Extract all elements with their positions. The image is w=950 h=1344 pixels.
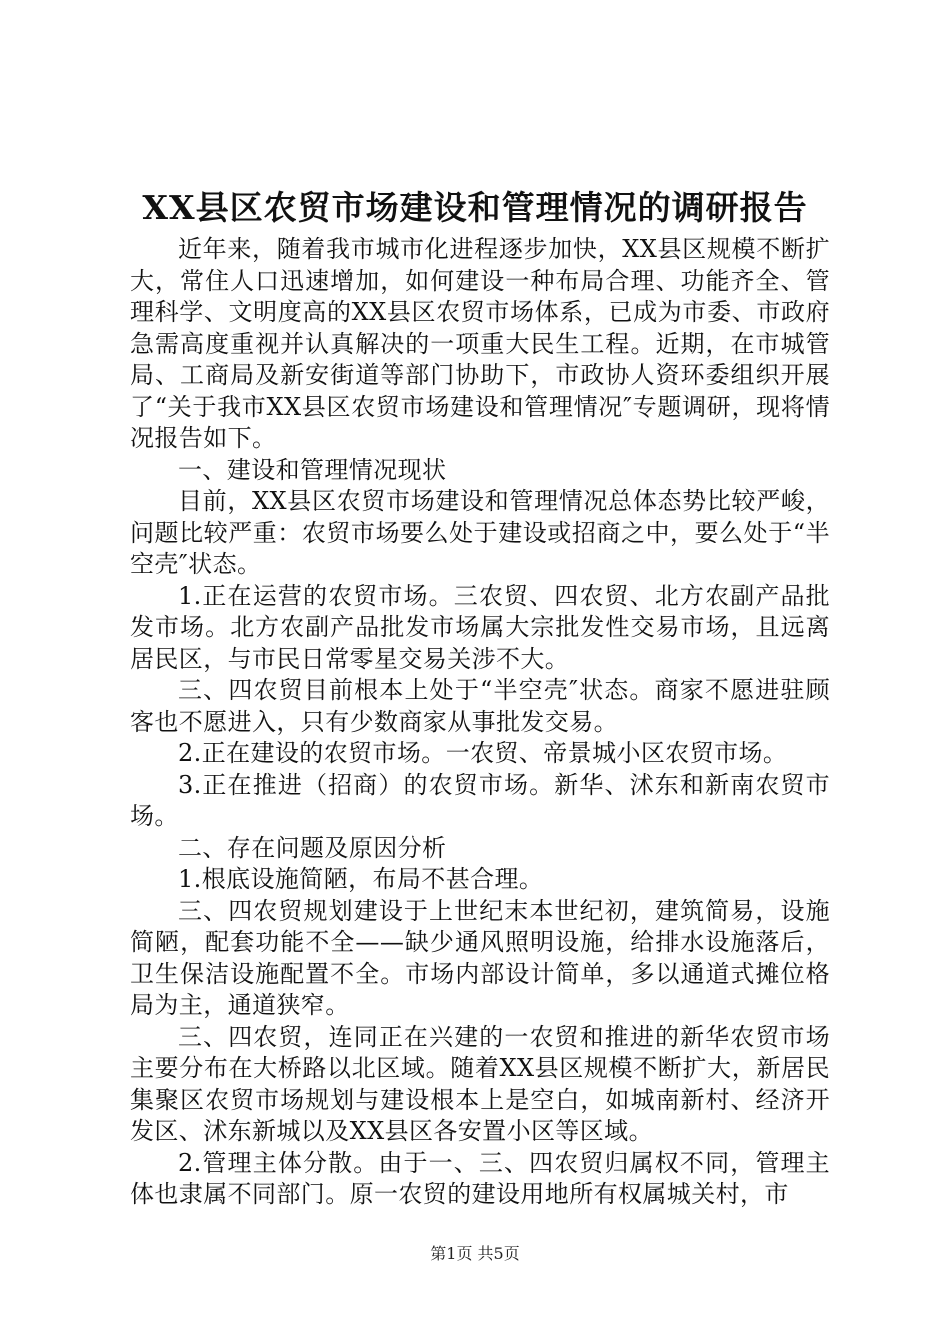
section-heading-1: 一、建设和管理情况现状 [178, 455, 447, 484]
paragraph: 三、四农贸，连同正在兴建的一农贸和推进的新华农贸市场主要分布在大桥路以北区域。随着XX县区规模不断扩大，新居民集聚区农贸市场规划与建设根本上是空白，如城南新村、经济开发区、沭东新城以及XX县区各安置小区等区域。 [130, 1022, 830, 1145]
paragraph: 目前，XX县区农贸市场建设和管理情况总体态势比较严峻，问题比较严重：农贸市场要么处于建设或招商之中，要么处于“半空壳″状态。 [130, 487, 830, 578]
paragraph: 三、四农贸规划建设于上世纪末本世纪初，建筑简易，设施简陋，配套功能不全——缺少通风照明设施，给排水设施落后，卫生保洁设施配置不全。市场内部设计简单，多以通道式摊位格局为主，通道狭窄。 [130, 896, 830, 1019]
paragraph: 2.管理主体分散。由于一、三、四农贸归属权不同，管理主体也隶属不同部门。原一农贸的建设用地所有权属城关村，市 [130, 1148, 830, 1208]
page-number-footer: 第1页 共5页 [430, 1244, 520, 1263]
paragraph: 2.正在建设的农贸市场。一农贸、帝景城小区农贸市场。 [178, 739, 788, 767]
paragraph: 1.正在运营的农贸市场。三农贸、四农贸、北方农副产品批发市场。北方农副产品批发市场属大宗批发性交易市场，且远离居民区，与市民日常零星交易关涉不大。 [130, 581, 830, 673]
paragraph: 3.正在推进（招商）的农贸市场。新华、沭东和新南农贸市场。 [130, 770, 830, 830]
paragraph: 1.根底设施简陋，布局不甚合理。 [178, 865, 544, 893]
section-heading-2: 二、存在问题及原因分析 [178, 833, 447, 862]
document-title: XX县区农贸市场建设和管理情况的调研报告 [142, 188, 808, 227]
paragraph-intro: 近年来，随着我市城市化进程逐步加快，XX县区规模不断扩大，常住人口迅速增加，如何建设一种布局合理、功能齐全、管理科学、文明度高的XX县区农贸市场体系，已成为市委、市政府急需高度重视并认真解决的一项重大民生工程。近期，在市城管局、工商局及新安街道等部门协助下，市政协人资环委组织开展了“关于我市XX县区农贸市场建设和管理情况″专题调研，现将情况报告如下。 [130, 235, 830, 452]
document-body [130, 234, 830, 1211]
paragraph: 三、四农贸目前根本上处于“半空壳″状态。商家不愿进驻顾客也不愿进入，只有少数商家从事批发交易。 [130, 676, 830, 736]
